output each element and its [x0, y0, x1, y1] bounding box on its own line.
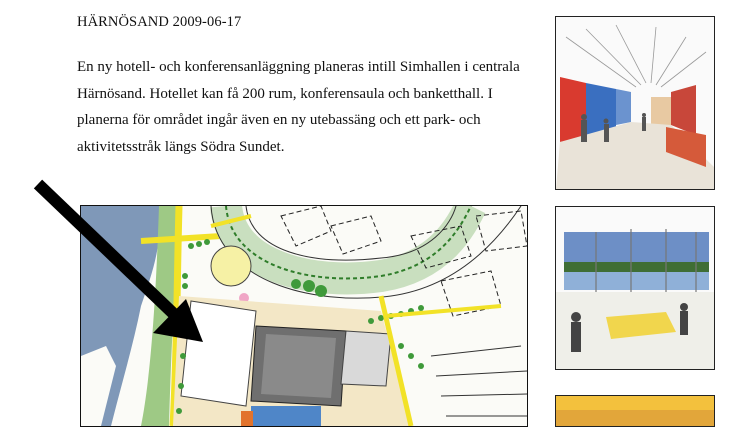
- site-plan-map: [80, 205, 528, 427]
- restaurant-sketch-image: [555, 206, 715, 370]
- article-paragraph: En ny hotell- och konferensanläggning planeras intill Simhallen i centrala Härnösand. Hotellet kan få 200 rum, konferensaula och banketthall. I planerna för området ingår även en ny utebassäng och ett park- och aktivitetsstråk längs Södra Sundet.: [77, 59, 520, 155]
- dateline: HÄRNÖSAND 2009-06-17: [77, 14, 242, 30]
- lobby-sketch-image: [555, 16, 715, 190]
- harbor-sketch-image: [555, 395, 715, 427]
